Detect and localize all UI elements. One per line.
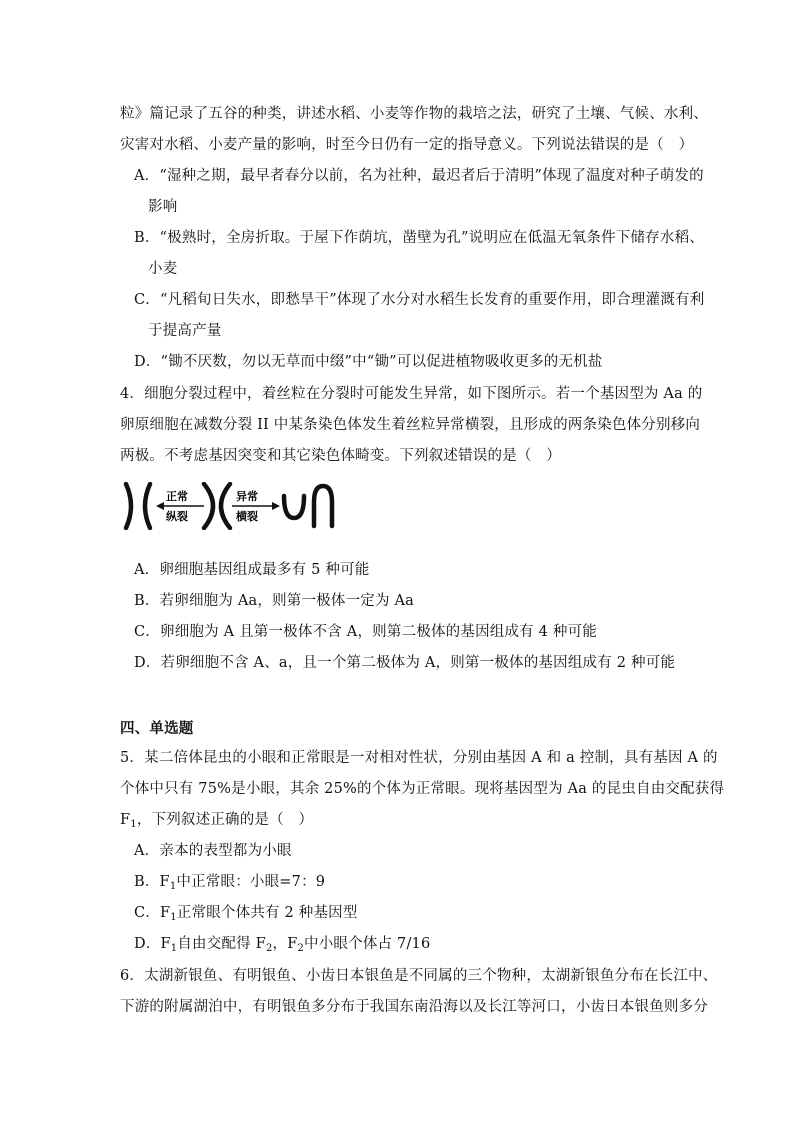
label-abnormal: 异常 <box>236 490 258 503</box>
q5-option-d: D．$F_1$自由交配得 $F_2$，$F_2$中小眼个体占 7/16 <box>134 936 431 954</box>
q4-stem-1: 4．细胞分裂过程中，着丝粒在分裂时可能发生异常，如下图所示。若一个基因型为 Aa 的 <box>120 386 703 402</box>
q4-stem-2: 卵原细胞在减数分裂 II 中某条染色体发生着丝粒异常横裂，且形成的两条染色体分别移向 <box>120 417 701 433</box>
label-transverse: 横裂 <box>236 510 258 523</box>
q5-stem-2: 个体中只有 75%是小眼，其余 25%的个体为正常眼。现将基因型为 Aa 的昆虫自由交配获得 <box>120 781 725 797</box>
chromatid-left-b <box>145 484 150 528</box>
chromosome-x-left <box>204 484 213 528</box>
q3-option-b-cont: 小麦 <box>148 261 178 277</box>
centromere-division-figure <box>120 482 340 530</box>
q6-stem-2: 下游的附属湖泊中，有明银鱼多分布于我国东南沿海以及长江等河口，小齿日本银鱼则多分 <box>120 999 708 1015</box>
q3-option-a-cont: 影响 <box>148 199 178 215</box>
q6-stem-1: 6．太湖新银鱼、有明银鱼、小齿日本银鱼是不同属的三个物种，太湖新银鱼分布在长江中、 <box>120 968 718 984</box>
q3-option-d: D．“锄不厌数，勿以无草而中缀”中“锄”可以促进植物吸收更多的无机盐 <box>134 354 603 370</box>
q4-stem-3: 两极。不考虑基因突变和其它染色体畸变。下列叙述错误的是（ ） <box>120 448 561 464</box>
q5-stem-3: $F_1$，下列叙述正确的是（ ） <box>120 812 314 830</box>
intro-line-1: 粒》篇记录了五谷的种类，讲述水稻、小麦等作物的栽培之法，研究了土壤、气候、水利、 <box>120 106 708 122</box>
label-normal: 正常 <box>166 490 188 503</box>
section-heading: 四、单选题 <box>120 720 194 737</box>
q5-option-b: B．$F_1$中正常眼：小眼=7：9 <box>134 874 326 892</box>
chromosome-u <box>284 496 304 518</box>
label-longitudinal: 纵裂 <box>166 510 188 523</box>
q5-option-c: C．$F_1$正常眼个体共有 2 种基因型 <box>134 905 358 923</box>
q5-stem-1: 5．某二倍体昆虫的小眼和正常眼是一对相对性状，分别由基因 A 和 a 控制，具有基因 A 的 <box>120 750 718 766</box>
chromatid-left-a <box>126 484 131 528</box>
q3-option-b: B．“极熟时，全房折取。于屋下作荫坑，凿壁为孔”说明应在低温无氧条件下储存水稻、 <box>134 230 704 246</box>
chromosome-arch <box>314 486 332 526</box>
q4-option-a: A．卵细胞基因组成最多有 5 种可能 <box>134 562 370 578</box>
intro-line-2: 灾害对水稻、小麦产量的影响，时至今日仍有一定的指导意义。下列说法错误的是（ ） <box>120 137 694 153</box>
q3-option-c: C．“凡稻旬日失水，即愁旱干”体现了水分对水稻生长发育的重要作用，即合理灌溉有利 <box>134 292 705 308</box>
q3-option-a: A．“湿种之期，最早者春分以前，名为社种，最迟者后于清明”体现了温度对种子萌发的 <box>134 168 704 184</box>
q4-option-c: C．卵细胞为 A 且第一极体不含 A，则第二极体的基因组成有 4 种可能 <box>134 624 598 640</box>
q4-option-d: D．若卵细胞不含 A、a，且一个第二极体为 A，则第一极体的基因组成有 2 种可能 <box>134 655 676 671</box>
q5-option-a: A．亲本的表型都为小眼 <box>134 843 292 859</box>
chromosome-x-right <box>221 484 230 528</box>
q4-option-b: B．若卵细胞为 Aa，则第一极体一定为 Aa <box>134 593 415 609</box>
q3-option-c-cont: 于提高产量 <box>148 323 222 339</box>
